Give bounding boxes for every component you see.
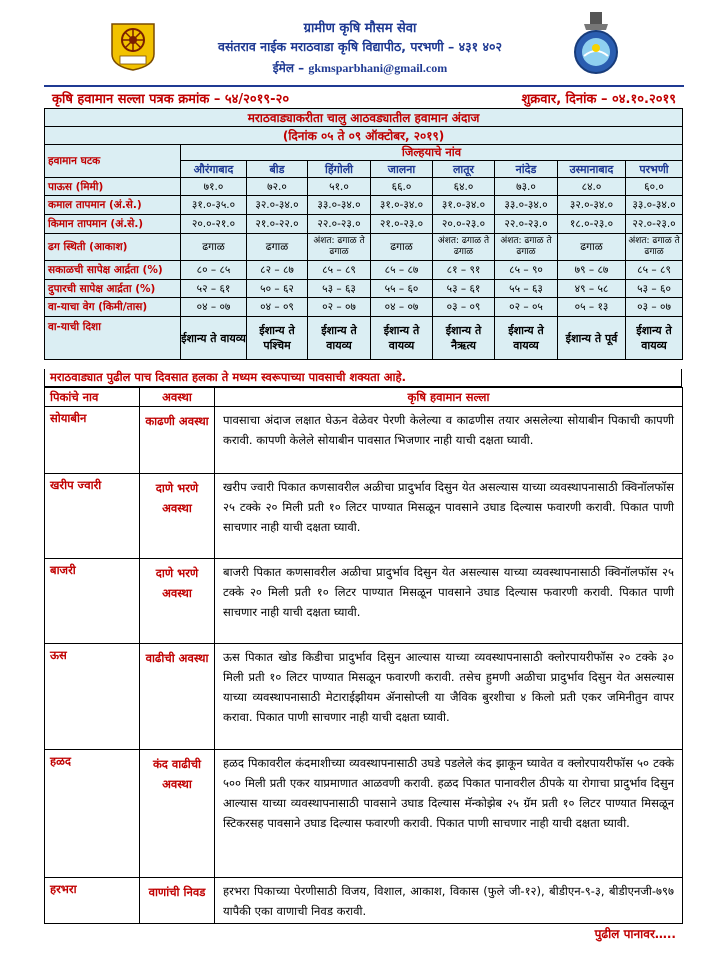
cell-value: ढगाळ bbox=[371, 234, 433, 261]
crop-name: हळद bbox=[45, 750, 140, 878]
cell-value: ८४.० bbox=[558, 178, 626, 196]
crop-stage: दाणे भरणे अवस्था bbox=[140, 474, 215, 559]
crop-stage: दाणे भरणे अवस्था bbox=[140, 559, 215, 644]
cell-value: ०२ – ०५ bbox=[495, 298, 558, 317]
cell-value: २२.०-२३.० bbox=[626, 215, 683, 234]
crop-stage: वाढीची अवस्था bbox=[140, 644, 215, 750]
forecast-caption: मराठवाड्याकरीता चालु आठवड्यातील हवामान अंदाज bbox=[45, 109, 683, 127]
cell-value: ८१ – ९१ bbox=[433, 261, 495, 280]
cell-value: ०३ – ०७ bbox=[626, 298, 683, 317]
advisory-row bbox=[45, 878, 683, 924]
advisory-row bbox=[45, 559, 683, 644]
cell-value: ०२ – ०७ bbox=[308, 298, 371, 317]
district-name: औरंगाबाद bbox=[181, 161, 247, 178]
advisory-row bbox=[45, 644, 683, 750]
imd-emblem-icon bbox=[570, 10, 622, 76]
cell-value: ढगाळ bbox=[247, 234, 308, 261]
cell-value: ७२.० bbox=[247, 178, 308, 196]
row-label: सकाळची सापेक्ष आर्द्रता (%) bbox=[45, 261, 181, 280]
cell-value: ७१.० bbox=[181, 178, 247, 196]
cell-value: ढगाळ bbox=[181, 234, 247, 261]
district-name: लातूर bbox=[433, 161, 495, 178]
cell-value: ३२.०-३४.० bbox=[247, 196, 308, 215]
cell-value: ३१.०-३५.० bbox=[181, 196, 247, 215]
crop-name: हरभरा bbox=[45, 878, 140, 924]
advisory-table bbox=[44, 387, 683, 924]
cell-value: २०.०-२१.० bbox=[181, 215, 247, 234]
cell-value: ५३ – ६० bbox=[626, 280, 683, 298]
stage-column-header: अवस्था bbox=[140, 388, 215, 407]
cell-value: ३३.०-३४.० bbox=[495, 196, 558, 215]
cell-value: अंशत: ढगाळ ते ढगाळ bbox=[308, 234, 371, 261]
cell-value: ईशान्य ते वायव्य bbox=[626, 317, 683, 360]
cell-value: ढगाळ bbox=[558, 234, 626, 261]
cell-value: २१.०-२३.० bbox=[371, 215, 433, 234]
bulletin-number: कृषि हवामान सल्ला पत्रक क्रमांक – ५४/२०१९-२० bbox=[52, 92, 290, 107]
cell-value: ५२ – ६१ bbox=[181, 280, 247, 298]
cell-value: ०४ – ०७ bbox=[371, 298, 433, 317]
forecast-summary: मराठवाड्यात पुढील पाच दिवसात हलका ते मध्यम स्वरूपाच्या पावसाची शक्यता आहे. bbox=[44, 369, 682, 387]
district-name: बीड bbox=[247, 161, 308, 178]
morning-humidity-row bbox=[45, 261, 683, 280]
service-name: ग्रामीण कृषि मौसम सेवा bbox=[303, 21, 417, 36]
cell-value: ७९ – ८७ bbox=[558, 261, 626, 280]
cell-value: ५५ – ६० bbox=[371, 280, 433, 298]
advice-text: खरीप ज्वारी पिकात कणसावरील अळीचा प्रादुर्भाव दिसुन येत असल्यास याच्या व्यवस्थापनासाठी क्विनॉलफॉस २५ टक्के २० मिली प्रती १० लिटर पाण्यात मिसळून पावसाने उघाड दिल्यास फवारणी करावी. पिकात पाणी साचणार नाही याची दक्षता घ्यावी. bbox=[215, 474, 683, 559]
rain-row bbox=[45, 178, 683, 196]
cell-value: ईशान्य ते नैऋत्य bbox=[433, 317, 495, 360]
cell-value: ८५ – ८९ bbox=[626, 261, 683, 280]
cell-value: १८.०-२३.० bbox=[558, 215, 626, 234]
cell-value: ईशान्य ते पश्चिम bbox=[247, 317, 308, 360]
cell-value: ३१.०-३४.० bbox=[433, 196, 495, 215]
row-label: ढग स्थिती (आकाश) bbox=[45, 234, 181, 261]
crop-stage: कंद वाढीची अवस्था bbox=[140, 750, 215, 878]
bulletin-date: शुक्रवार, दिनांक – ०४.१०.२०१९ bbox=[521, 92, 676, 107]
advisory-row bbox=[45, 750, 683, 878]
district-name: उस्मानाबाद bbox=[558, 161, 626, 178]
cell-value: ८० – ८५ bbox=[181, 261, 247, 280]
cell-value: ५३ – ६१ bbox=[433, 280, 495, 298]
crop-name: खरीप ज्वारी bbox=[45, 474, 140, 559]
cell-value: ५३ – ६३ bbox=[308, 280, 371, 298]
cell-value: ४९ – ५८ bbox=[558, 280, 626, 298]
max-temp-row bbox=[45, 196, 683, 215]
cell-value: ७३.० bbox=[495, 178, 558, 196]
row-label: वा-याचा वेग (किमी/तास) bbox=[45, 298, 181, 317]
district-name: नांदेड bbox=[495, 161, 558, 178]
crop-name: सोयाबीन bbox=[45, 407, 140, 474]
cell-value: २१.०-२२.० bbox=[247, 215, 308, 234]
cell-value: ईशान्य ते वायव्य bbox=[371, 317, 433, 360]
cell-value: ०५ – १३ bbox=[558, 298, 626, 317]
cell-value: ८५ – ८७ bbox=[371, 261, 433, 280]
cell-value: ईशान्य ते वायव्य bbox=[308, 317, 371, 360]
cell-value: ८२ – ८७ bbox=[247, 261, 308, 280]
cell-value: ०४ – ०९ bbox=[247, 298, 308, 317]
advisory-row bbox=[45, 407, 683, 474]
cell-value: ६०.० bbox=[626, 178, 683, 196]
cell-value: ३३.०-३४.० bbox=[626, 196, 683, 215]
cell-value: ०३ – ०९ bbox=[433, 298, 495, 317]
cell-value: ईशान्य ते वायव्य bbox=[495, 317, 558, 360]
cloud-row bbox=[45, 234, 683, 261]
cell-value: ६४.० bbox=[433, 178, 495, 196]
cell-value: अंशत: ढगाळ ते ढगाळ bbox=[626, 234, 683, 261]
cell-value: ३१.०-३४.० bbox=[371, 196, 433, 215]
letterhead bbox=[0, 0, 720, 82]
email-address: gkmsparbhani@gmail.com bbox=[308, 61, 448, 75]
row-label: दुपारची सापेक्ष आर्द्रता (%) bbox=[45, 280, 181, 298]
university-address: वसंतराव नाईक मराठवाडा कृषि विद्यापीठ, परभणी – ४३१ ४०२ bbox=[218, 39, 502, 54]
crop-name: बाजरी bbox=[45, 559, 140, 644]
cell-value: ३३.०-३४.० bbox=[308, 196, 371, 215]
district-name: जालना bbox=[371, 161, 433, 178]
weather-forecast-table bbox=[44, 108, 683, 360]
advice-text: हळद पिकावरील कंदमाशीच्या व्यवस्थापनासाठी उघडे पडलेले कंद झाकून घ्यावेत व क्लोरपायरीफॉस ५० टक्के ५०० मिली प्रती एकर याप्रमाणात आळवणी करावी. हळद पिकात पानावरील ठीपके या रोगाचा प्रादुर्भाव दिसुन आल्यास याच्या व्यवस्थापनासाठी पावसाने उघाड दिल्यास मॅन्कोझेब २५ ग्रॅम प्रती १० लिटर पाण्यात मिसळून स्टिकरसह पावसाने उघाड दिल्यास फवारणी करावी. पिकात पाणी साचणार नाही याची दक्षता घ्यावी. bbox=[215, 750, 683, 878]
advice-text: हरभरा पिकाच्या पेरणीसाठी विजय, विशाल, आकाश, विकास (फुले जी-१२), बीडीएन-९-३, बीडीएनजी-७९७ यापैकी एका वाणाची निवड करावी. bbox=[215, 878, 683, 924]
row-label: किमान तापमान (अं.से.) bbox=[45, 215, 181, 234]
param-header: हवामान घटक bbox=[45, 145, 181, 178]
advice-text: पावसाचा अंदाज लक्षात घेऊन वेळेवर पेरणी केलेल्या व काढणीस तयार असलेल्या सोयाबीन पिकाची कापणी करावी. कापणी केलेले सोयाबीन पावसात भिजणार नाही याची दक्षता घ्यावी. bbox=[215, 407, 683, 474]
advice-column-header: कृषि हवामान सल्ला bbox=[215, 388, 683, 407]
crop-name: ऊस bbox=[45, 644, 140, 750]
cell-value: २२.०-२३.० bbox=[308, 215, 371, 234]
district-name: हिंगोली bbox=[308, 161, 371, 178]
cell-value: अंशत: ढगाळ ते ढगाळ bbox=[433, 234, 495, 261]
next-page-note: पुढील पानावर….. bbox=[594, 927, 676, 941]
crop-stage: काढणी अवस्था bbox=[140, 407, 215, 474]
row-label: कमाल तापमान (अं.से.) bbox=[45, 196, 181, 215]
crop-stage: वाणांची निवड bbox=[140, 878, 215, 924]
wind-direction-row bbox=[45, 317, 683, 360]
row-label: वा-याची दिशा bbox=[45, 317, 181, 360]
crop-column-header: पिकांचे नाव bbox=[45, 388, 140, 407]
afternoon-humidity-row bbox=[45, 280, 683, 298]
row-label: पाऊस (मिमी) bbox=[45, 178, 181, 196]
advice-text: ऊस पिकात खोड किडीचा प्रादुर्भाव दिसुन आल्यास याच्या व्यवस्थापनासाठी क्लोरपायरीफॉस २० टक्के ३० मिली प्रती १० लिटर पाण्यात मिसळून फवारणी करावी. तसेच हुमणी अळीचा प्रादुर्भाव दिसुन येत असल्यास याच्या व्यवस्थापनासाठी मेटाराईझीयम ॲनासोप्ली या जैविक बुरशीचा ४ किलो प्रती एकर जमिनीतुन वापर करावा. पिकात पाणी साचणार नाही याची दक्षता घ्यावी. bbox=[215, 644, 683, 750]
district-header: जिल्हयाचे नांव bbox=[181, 145, 683, 161]
cell-value: ३२.०-३४.० bbox=[558, 196, 626, 215]
cell-value: ईशान्य ते पूर्व bbox=[558, 317, 626, 360]
cell-value: ०४ – ०७ bbox=[181, 298, 247, 317]
wind-speed-row bbox=[45, 298, 683, 317]
cell-value: ५५ – ६३ bbox=[495, 280, 558, 298]
cell-value: अंशत: ढगाळ ते ढगाळ bbox=[495, 234, 558, 261]
advice-text: बाजरी पिकात कणसावरील अळीचा प्रादुर्भाव दिसुन येत असल्यास याच्या व्यवस्थापनासाठी क्विनॉलफॉस २५ टक्के २० मिली प्रती १० लिटर पाण्यात मिसळून पावसाने उघाड दिल्यास फवारणी करावी. पिकात पाणी साचणार नाही याची दक्षता घ्यावी. bbox=[215, 559, 683, 644]
advisory-row bbox=[45, 474, 683, 559]
cell-value: ६६.० bbox=[371, 178, 433, 196]
cell-value: २०.०-२३.० bbox=[433, 215, 495, 234]
cell-value: २२.०-२३.० bbox=[495, 215, 558, 234]
forecast-period: (दिनांक ०५ ते ०९ ऑक्टोबर, २०१९) bbox=[45, 127, 683, 145]
district-name: परभणी bbox=[626, 161, 683, 178]
cell-value: ५० – ६२ bbox=[247, 280, 308, 298]
email-label: ईमेल – bbox=[272, 61, 305, 75]
cell-value: ८५ – ८९ bbox=[308, 261, 371, 280]
cell-value: ५१.० bbox=[308, 178, 371, 196]
min-temp-row bbox=[45, 215, 683, 234]
cell-value: ८५ – ९० bbox=[495, 261, 558, 280]
cell-value: ईशान्य ते वायव्य bbox=[181, 317, 247, 360]
bulletin-title-bar bbox=[44, 85, 684, 107]
